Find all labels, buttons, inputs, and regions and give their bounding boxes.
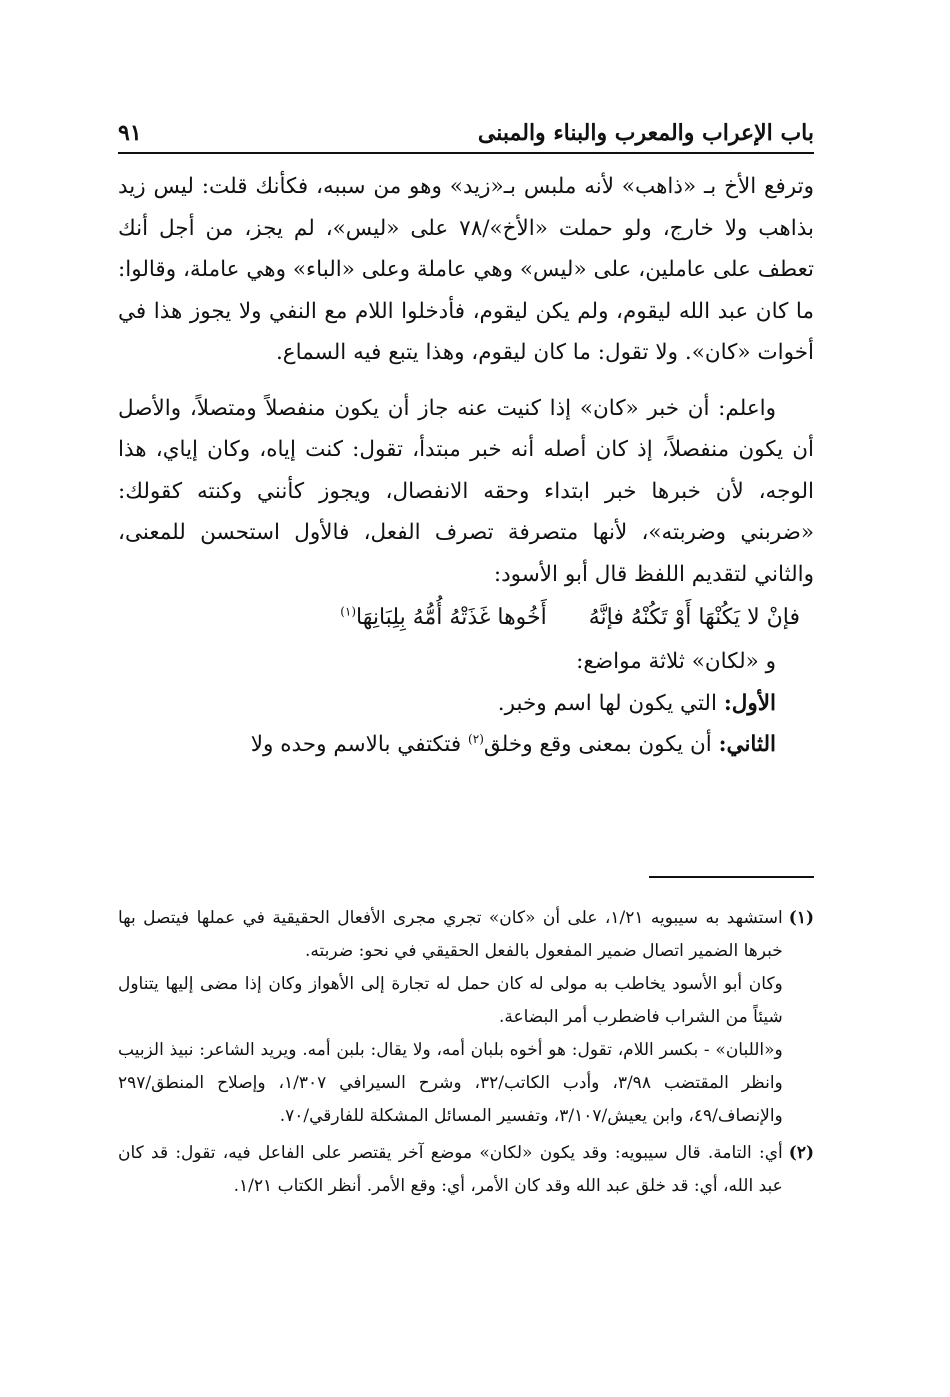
footnote-paragraph: أي: التامة. قال سيبويه: وقد يكون «لكان» موضع آخر يقتصر على الفاعل فيه، تقول: قد كان عبد الله، أي: قد خلق عبد الله وقد كان الأمر، أي: وقع الأمر. أنظر الكتاب ١/٢١. xyxy=(118,1143,783,1196)
footnote-number: (٢) xyxy=(788,1143,814,1163)
verse-hemistich-2: أَخُوها غَذَتْهُ أُمُّهُ بِلِبَانِهَا xyxy=(356,605,547,630)
footnote-paragraph: استشهد به سيبويه ١/٢١، على أن «كان» تجري مجرى الأفعال الحقيقية في عملها فيتصل بها خبرها الضمير اتصال ضمير المفعول بالفعل الحقيقي في نحو: ضربته. xyxy=(118,908,783,961)
first-position xyxy=(118,683,814,725)
verse-hemistich-1: فإنْ لا يَكُنْهَا أَوْ تَكُنْهُ فإنَّهُ xyxy=(588,605,800,630)
kana-positions-line: و «لكان» ثلاثة مواضع: xyxy=(576,649,776,674)
main-text xyxy=(118,166,814,766)
chapter-title: باب الإعراب والمعرب والبناء والمبنى xyxy=(477,120,814,146)
paragraph-2: واعلم: أن خبر «كان» إذا كنيت عنه جاز أن يكون منفصلاً ومتصلاً، والأصل أن يكون منفصلاً، إذ كان أصله أنه خبر مبتدأ، تقول: كنت إياه، وكان إياي، هذا الوجه، لأن خبرها خبر ابتداء وحقه الانفصال، ويجوز كأنني وكنته كقولك: «ضربني وضربته»، لأنها متصرفة تصرف الفعل، فالأول استحسن للمعنى، والثاني لتقديم اللفظ قال أبو الأسود: xyxy=(118,395,814,587)
running-head xyxy=(118,108,814,154)
first-label: الأول: xyxy=(723,690,776,716)
book-page xyxy=(118,108,814,1196)
verse-line xyxy=(118,595,814,641)
second-label: الثاني: xyxy=(718,732,776,757)
footnote-ref-1: (١) xyxy=(340,604,357,619)
paragraph-1: وترفع الأخ بـ «ذاهب» لأنه ملبس بـ«زيد» وهو من سببه، فكأنك قلت: ليس زيد بذاهب ولا خارج، ولو حملت «الأخ»/٧٨ على «ليس»، لم يجز، من أجل أنك تعطف على عاملين، على «ليس» وهي عاملة وعلى «الباء» وهي عاملة، وقالوا: ما كان عبد الله ليقوم، ولم يكن ليقوم، فأدخلوا اللام مع النفي ولا يجوز هذا في أخوات «كان». ولا تقول: ما كان ليقوم، وهذا يتبع فيه السماع. xyxy=(118,174,814,365)
second-text-a: أن يكون بمعنى وقع وخلق xyxy=(483,732,712,757)
footnote-ref-2: (٢) xyxy=(468,731,484,746)
footnote-2 xyxy=(118,1137,814,1203)
footnote-number: (١) xyxy=(788,908,814,928)
first-text: التي يكون لها اسم وخبر. xyxy=(497,690,717,716)
second-text-b: فتكتفي بالاسم وحده ولا xyxy=(250,732,462,757)
footnote-paragraph: وكان أبو الأسود يخاطب به مولى له كان حمل له تجارة إلى الأهواز وكان إذا مضى إليها يتناول شيئاً من الشراب فاضطرب أمر البضاعة. xyxy=(118,974,783,1027)
page-number: ٩١ xyxy=(118,120,142,146)
footnote-separator xyxy=(649,876,814,878)
footnote-1 xyxy=(118,902,814,1133)
second-position xyxy=(118,724,814,766)
footnotes xyxy=(118,902,814,1207)
footnote-paragraph: و«اللبان» - بكسر اللام، تقول: هو أخوه بلبان أمه، ولا يقال: بلبن أمه. ويريد الشاعر: نبيذ الزبيب وانظر المقتضب ٣/٩٨، وأدب الكاتب/٣٢، وشرح السيرافي ١/٣٠٧، وإصلاح المنطق/٢٩٧ والإنصاف/٤٩، وابن يعيش/٣/١٠٧، وتفسير المسائل المشكلة للفارقي/٧٠. xyxy=(118,1040,783,1126)
